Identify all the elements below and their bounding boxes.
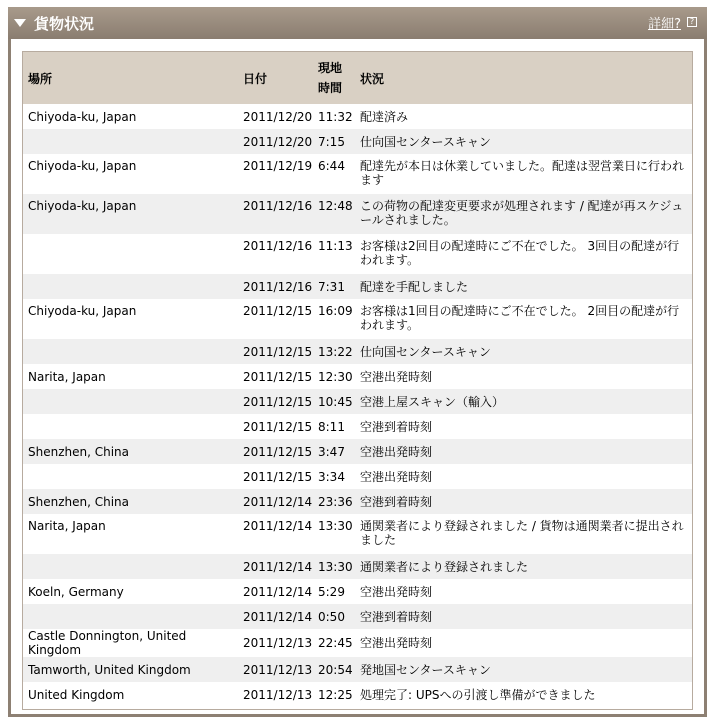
cell-date: 2011/12/15	[243, 369, 313, 384]
cell-date: 2011/12/15	[243, 344, 313, 359]
tracking-table	[23, 52, 692, 707]
cell-status: 配達済み	[360, 109, 409, 124]
cell-location: Koeln, Germany	[28, 584, 124, 599]
table-row	[23, 682, 692, 707]
cell-location	[23, 414, 238, 439]
cell-time: 3:47	[318, 444, 345, 459]
table-row	[23, 489, 692, 514]
cell-time: 7:15	[318, 134, 345, 149]
cell-location	[23, 389, 238, 414]
table-row	[23, 364, 692, 389]
cell-status: 通関業者により登録されました / 貨物は通関業者に提出されました	[360, 519, 684, 547]
cell-date: 2011/12/14	[243, 494, 313, 509]
cell-location: Tamworth, United Kingdom	[28, 662, 191, 677]
table-header-row	[23, 52, 692, 104]
table-row	[23, 274, 692, 299]
cell-date: 2011/12/16	[243, 279, 313, 294]
cell-time: 12:30	[318, 369, 353, 384]
cell-time: 5:29	[318, 584, 345, 599]
cell-date: 2011/12/15	[243, 444, 313, 459]
cell-status: 発地国センタースキャン	[360, 662, 491, 677]
cell-status: 空港出発時刻	[360, 444, 433, 459]
table-row	[23, 657, 692, 682]
cell-time: 3:34	[318, 469, 345, 484]
panel-title: 貨物状況	[34, 15, 95, 33]
cell-status: 配達先が本日は休業していました。配達は翌営業日に行われます	[360, 159, 685, 187]
column-header-date: 日付	[238, 52, 313, 104]
cell-date: 2011/12/15	[243, 304, 313, 318]
cell-location	[23, 274, 238, 299]
details-link[interactable]: 詳細?	[648, 17, 681, 32]
table-row	[23, 104, 692, 129]
cell-location: Chiyoda-ku, Japan	[28, 304, 137, 318]
cell-time: 8:11	[318, 419, 345, 434]
column-header-local-time	[313, 52, 355, 104]
cell-date: 2011/12/14	[243, 559, 313, 574]
cell-time: 6:44	[318, 159, 345, 173]
column-header-location: 場所	[23, 52, 238, 104]
cell-time: 11:32	[318, 109, 353, 124]
panel-header[interactable]	[8, 7, 707, 39]
cell-location: Castle Donnington, United Kingdom	[28, 629, 187, 657]
column-header-status: 状況	[355, 52, 692, 104]
cell-status: 仕向国センタースキャン	[360, 344, 491, 359]
cell-date: 2011/12/19	[243, 159, 313, 173]
table-row	[23, 514, 692, 554]
cell-status: 仕向国センタースキャン	[360, 134, 491, 149]
cell-time: 0:50	[318, 609, 345, 624]
table-row	[23, 579, 692, 604]
tracking-table-frame	[22, 51, 693, 710]
collapse-triangle-icon[interactable]	[14, 19, 26, 27]
cell-location: Narita, Japan	[28, 519, 106, 533]
panel-body	[11, 39, 704, 714]
cell-location: Shenzhen, China	[28, 494, 130, 509]
cell-status: この荷物の配達変更要求が処理されます / 配達が再スケジュールされました。	[360, 199, 684, 227]
cell-date: 2011/12/16	[243, 199, 313, 213]
cell-status: 空港出発時刻	[360, 369, 433, 384]
table-row	[23, 129, 692, 154]
cell-status: 処理完了: UPSへの引渡し準備ができました	[360, 687, 596, 702]
table-row	[23, 629, 692, 657]
cell-time: 13:22	[318, 344, 353, 359]
cell-date: 2011/12/20	[243, 134, 313, 149]
cell-location	[23, 464, 238, 489]
table-row	[23, 339, 692, 364]
table-row	[23, 464, 692, 489]
cell-location: Chiyoda-ku, Japan	[28, 199, 137, 213]
cell-time: 10:45	[318, 394, 353, 409]
table-row	[23, 389, 692, 414]
cell-status: 通関業者により登録されました	[360, 559, 529, 574]
cell-location	[23, 339, 238, 364]
cell-status: お客様は1回目の配達時にご不在でした。 2回目の配達が行われます。	[360, 304, 680, 332]
table-row	[23, 554, 692, 579]
cell-status: 空港上屋スキャン（輸入）	[360, 394, 505, 409]
cell-time: 13:30	[318, 519, 353, 533]
cell-date: 2011/12/13	[243, 662, 313, 677]
cell-location	[23, 234, 238, 274]
cell-date: 2011/12/15	[243, 394, 313, 409]
cell-status: 空港到着時刻	[360, 419, 433, 434]
cell-status: 空港出発時刻	[360, 584, 433, 599]
cell-time: 12:25	[318, 687, 353, 702]
cell-status: 空港到着時刻	[360, 609, 433, 624]
help-icon[interactable]: ?	[687, 17, 697, 27]
cell-date: 2011/12/13	[243, 687, 313, 702]
cell-location: Chiyoda-ku, Japan	[28, 109, 137, 124]
tracking-table-body	[23, 104, 692, 707]
cell-location: Shenzhen, China	[28, 444, 130, 459]
cell-status: 配達を手配しました	[360, 279, 469, 294]
cell-date: 2011/12/16	[243, 239, 313, 253]
table-row	[23, 604, 692, 629]
shipment-progress-panel	[8, 7, 707, 717]
cell-location: Chiyoda-ku, Japan	[28, 159, 137, 173]
cell-time: 16:09	[318, 304, 353, 318]
cell-time: 23:36	[318, 494, 353, 509]
table-row	[23, 194, 692, 234]
cell-time: 13:30	[318, 559, 353, 574]
cell-status: 空港到着時刻	[360, 494, 433, 509]
table-row	[23, 414, 692, 439]
cell-status: 空港出発時刻	[360, 469, 433, 484]
table-row	[23, 234, 692, 274]
cell-date: 2011/12/14	[243, 609, 313, 624]
cell-time: 20:54	[318, 662, 353, 677]
column-header-local-time-line1: 現地	[318, 61, 343, 75]
cell-location: Narita, Japan	[28, 369, 106, 384]
cell-time: 12:48	[318, 199, 353, 213]
cell-date: 2011/12/15	[243, 469, 313, 484]
cell-time: 7:31	[318, 279, 345, 294]
cell-location	[23, 129, 238, 154]
cell-time: 11:13	[318, 239, 353, 253]
cell-date: 2011/12/14	[243, 519, 313, 533]
cell-date: 2011/12/20	[243, 109, 313, 124]
cell-status: お客様は2回目の配達時にご不在でした。 3回目の配達が行われます。	[360, 239, 680, 267]
cell-location	[23, 554, 238, 579]
cell-date: 2011/12/15	[243, 419, 313, 434]
cell-location: United Kingdom	[28, 687, 125, 702]
cell-time: 22:45	[318, 636, 353, 650]
cell-status: 空港出発時刻	[360, 636, 433, 650]
table-row	[23, 439, 692, 464]
cell-date: 2011/12/14	[243, 584, 313, 599]
table-row	[23, 299, 692, 339]
cell-date: 2011/12/13	[243, 636, 313, 650]
cell-location	[23, 604, 238, 629]
table-row	[23, 154, 692, 194]
column-header-local-time-line2: 時間	[318, 81, 343, 95]
